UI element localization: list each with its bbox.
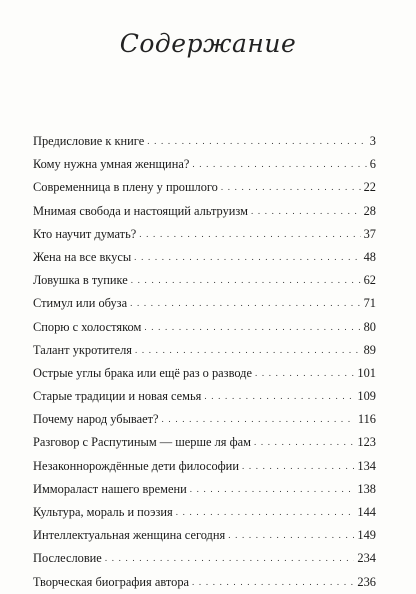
toc-entry: [33, 478, 376, 501]
toc-entry-page: 116: [357, 412, 376, 427]
toc-entry-page: 109: [357, 389, 376, 404]
toc-entry-title: Жена на все вкусы: [33, 249, 132, 264]
toc-entry: [33, 223, 376, 246]
toc-entry-page: 123: [357, 435, 376, 450]
toc-entry: [33, 524, 376, 547]
dot-leader: [144, 316, 360, 339]
toc-entry-title: Послесловие: [33, 551, 102, 566]
dot-leader: [135, 339, 361, 362]
toc-entry: [33, 501, 376, 524]
toc-entry-page: 89: [363, 342, 376, 357]
dot-leader: [139, 223, 360, 246]
page-title: Содержание: [119, 29, 297, 58]
toc-entry-title: Кто научит думать?: [33, 226, 137, 241]
dot-leader: [255, 362, 354, 385]
dot-leader: [228, 524, 354, 547]
toc-entry-page: 138: [357, 481, 376, 496]
toc-entry: [33, 176, 376, 199]
toc-entry-page: 71: [363, 296, 376, 311]
table-of-contents: [33, 130, 376, 594]
toc-entry-title: Спорю с холостяком: [33, 319, 142, 334]
dot-leader: [134, 246, 360, 269]
dot-leader: [242, 455, 354, 478]
toc-entry: [33, 571, 376, 594]
toc-entry-title: Острые углы брака или ещё раз о разводе: [33, 365, 252, 380]
dot-leader: [204, 385, 354, 408]
toc-entry: [33, 292, 376, 315]
toc-entry-title: Культура, мораль и поэзия: [33, 505, 173, 519]
dot-leader: [192, 153, 366, 176]
toc-entry: [33, 339, 376, 362]
toc-entry-title: Творческая биография автора: [33, 574, 190, 589]
toc-entry-title: Ловушка в тупике: [33, 273, 128, 288]
toc-entry: [33, 246, 376, 269]
toc-entry: [33, 455, 376, 478]
toc-entry: [33, 431, 376, 454]
dot-leader: [221, 176, 361, 199]
toc-entry-page: 22: [363, 180, 376, 195]
dot-leader: [251, 200, 361, 223]
toc-entry-page: 3: [369, 134, 376, 148]
toc-entry-title: Талант укротителя: [33, 342, 132, 357]
toc-entry-title: Стимул или обуза: [33, 296, 128, 311]
toc-entry-title: Предисловие к книге: [33, 134, 145, 148]
toc-entry-page: 28: [363, 203, 376, 218]
toc-entry: [33, 269, 376, 292]
toc-entry: [33, 547, 376, 570]
toc-entry-title: Интеллектуальная женщина сегодня: [33, 528, 226, 543]
dot-leader: [105, 547, 355, 570]
toc-entry: [33, 316, 376, 339]
toc-entry: [33, 408, 376, 431]
toc-entry-title: Иммораласт нашего времени: [33, 481, 187, 496]
toc-entry: [33, 362, 376, 385]
dot-leader: [130, 292, 361, 315]
dot-leader: [254, 431, 354, 454]
toc-entry-page: 37: [363, 226, 376, 241]
toc-entry: [33, 200, 376, 223]
toc-entry-title: Современница в плену у прошлого: [33, 180, 218, 195]
toc-entry-title: Кому нужна умная женщина?: [33, 157, 190, 172]
dot-leader: [176, 501, 355, 524]
toc-entry-title: Почему народ убывает?: [33, 412, 159, 427]
toc-entry-title: Старые традиции и новая семья: [33, 389, 202, 404]
toc-entry-page: 149: [357, 528, 376, 543]
toc-entry-page: 144: [357, 505, 376, 519]
dot-leader: [192, 571, 354, 594]
dot-leader: [190, 478, 355, 501]
toc-entry-page: 134: [357, 458, 376, 473]
toc-entry-page: 80: [363, 319, 376, 334]
toc-entry: [33, 385, 376, 408]
toc-entry-title: Мнимая свобода и настоящий альтруизм: [33, 203, 248, 218]
toc-entry: [33, 130, 376, 153]
toc-entry-page: 48: [363, 249, 376, 264]
toc-entry-title: Разговор с Распутиным — шерше ля фам: [33, 435, 251, 450]
dot-leader: [147, 130, 367, 153]
toc-entry-page: 101: [357, 365, 376, 380]
toc-entry: [33, 153, 376, 176]
toc-entry-page: 234: [357, 551, 376, 566]
toc-entry-page: 236: [357, 574, 376, 589]
dot-leader: [162, 408, 355, 431]
toc-entry-title: Незаконнорождённые дети философии: [33, 458, 239, 473]
toc-entry-page: 6: [369, 157, 376, 172]
toc-entry-page: 62: [363, 273, 376, 288]
dot-leader: [131, 269, 361, 292]
